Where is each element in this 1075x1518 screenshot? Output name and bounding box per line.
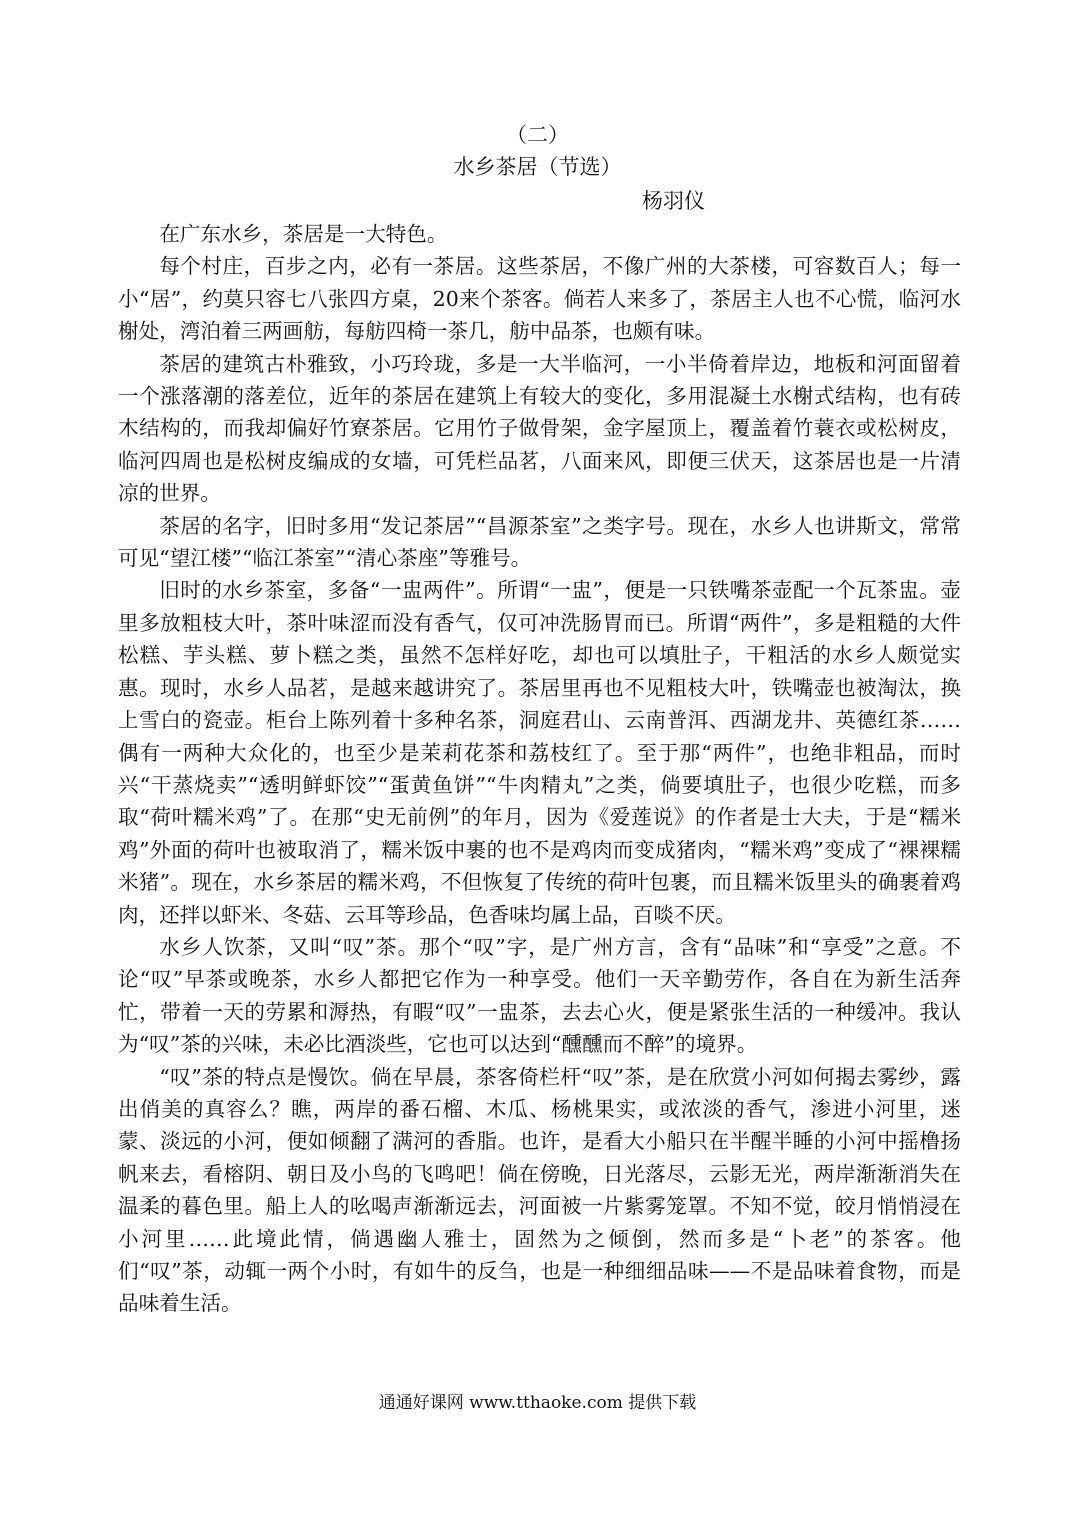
paragraph: 茶居的建筑古朴雅致，小巧玲珑，多是一大半临河，一小半倚着岸边，地板和河面留着一个涨落潮的落差位，近年的茶居在建筑上有较大的变化，多用混凝土水榭式结构，也有砖木结构的，而我却偏好竹寮茶居。它用竹子做骨架，金字屋顶上，覆盖着竹蓑衣或松树皮，临河四周也是松树皮编成的女墙，可凭栏品茗，八面来风，即便三伏天，这茶居也是一片清凉的世界。	[118, 351, 961, 506]
paragraph: 在广东水乡，茶居是一大特色。	[159, 222, 448, 246]
paragraph: 旧时的水乡茶室，多备“一盅两件”。所谓“一盅”，便是一只铁嘴茶壶配一个瓦茶盅。壶里多放粗枝大叶，茶叶味涩而没有香气，仅可冲洗肠胃而已。所谓“两件”，多是粗糙的大件松糕、芋头糕、萝卜糕之类，虽然不怎样好吃，却也可以填肚子，干粗活的水乡人颇觉实惠。现时，水乡人品茗，是越来越讲究了。茶居里再也不见粗枝大叶，铁嘴壶也被淘汰，换上雪白的瓷壶。柜台上陈列着十多种名茶，洞庭君山、云南普洱、西湖龙井、英德红茶……偶有一两种大众化的，也至少是茉莉花茶和荔枝红了。至于那“两件”，也绝非粗品，而时兴“干蒸烧卖”“透明鲜虾饺”“蛋黄鱼饼”“牛肉精丸”之类，倘要填肚子，也很少吃糕，而多取“荷叶糯米鸡”了。在那“史无前例”的年月，因为《爱莲说》的作者是士大夫，于是“糯米鸡”外面的荷叶也被取消了，糯米饭中裹的也不是鸡肉而变成猪肉，“糯米鸡”变成了“裸裸糯米猪”。现在，水乡茶居的糯米鸡，不但恢复了传统的荷叶包裹，而且糯米饭里头的确裹着鸡肉，还拌以虾米、冬菇、云耳等珍品，色香味均属上品，百啖不厌。	[118, 578, 961, 927]
footer-source-note: 通通好课网 www.tthaoke.com 提供下载	[378, 1393, 697, 1413]
article-author: 杨羽仪	[642, 189, 705, 213]
article-body	[118, 218, 961, 1320]
article-title: 水乡茶居（节选）	[453, 155, 622, 179]
paragraph: 茶居的名字，旧时多用“发记茶居”“昌源茶室”之类字号。现在，水乡人也讲斯文，常常可见“望江楼”“临江茶室”“清心茶座”等雅号。	[118, 513, 961, 571]
section-number: （二）	[506, 123, 569, 147]
paragraph: 每个村庄，百步之内，必有一茶居。这些茶居，不像广州的大茶楼，可容数百人；每一小“居”，约莫只容七八张四方桌，20来个茶客。倘若人来多了，茶居主人也不心慌，临河水榭处，湾泊着三两画舫，每舫四椅一茶几，舫中品茶，也颇有味。	[118, 254, 961, 344]
paragraph: 水乡人饮茶，又叫“叹”茶。那个“叹”字，是广州方言，含有“品味”和“享受”之意。不论“叹”早茶或晚茶，水乡人都把它作为一种享受。他们一天辛勤劳作，各自在为新生活奔忙，带着一天的劳累和溽热，有暇“叹”一盅茶，去去心火，便是紧张生活的一种缓冲。我认为“叹”茶的兴味，未必比酒淡些，它也可以达到“醺醺而不醉”的境界。	[118, 934, 961, 1057]
paragraph: “叹”茶的特点是慢饮。倘在早晨，茶客倚栏杆“叹”茶，是在欣赏小河如何揭去雾纱，露出俏美的真容么？瞧，两岸的番石榴、木瓜、杨桃果实，或浓淡的香气，渗进小河里，迷蒙、淡远的小河，便如倾翻了满河的香脂。也许，是看大小船只在半醒半睡的小河中摇橹扬帆来去，看榕阴、朝日及小鸟的飞鸣吧！倘在傍晚，日光落尽，云影无光，两岸渐渐消失在温柔的暮色里。船上人的吆喝声渐渐远去，河面被一片紫雾笼罩。不知不觉，皎月悄悄浸在小河里……此境此情，倘遇幽人雅士，固然为之倾倒，然而多是“卜老”的茶客。他们“叹”茶，动辄一两个小时，有如牛的反刍，也是一种细细品味——不是品味着食物，而是品味着生活。	[118, 1064, 961, 1316]
